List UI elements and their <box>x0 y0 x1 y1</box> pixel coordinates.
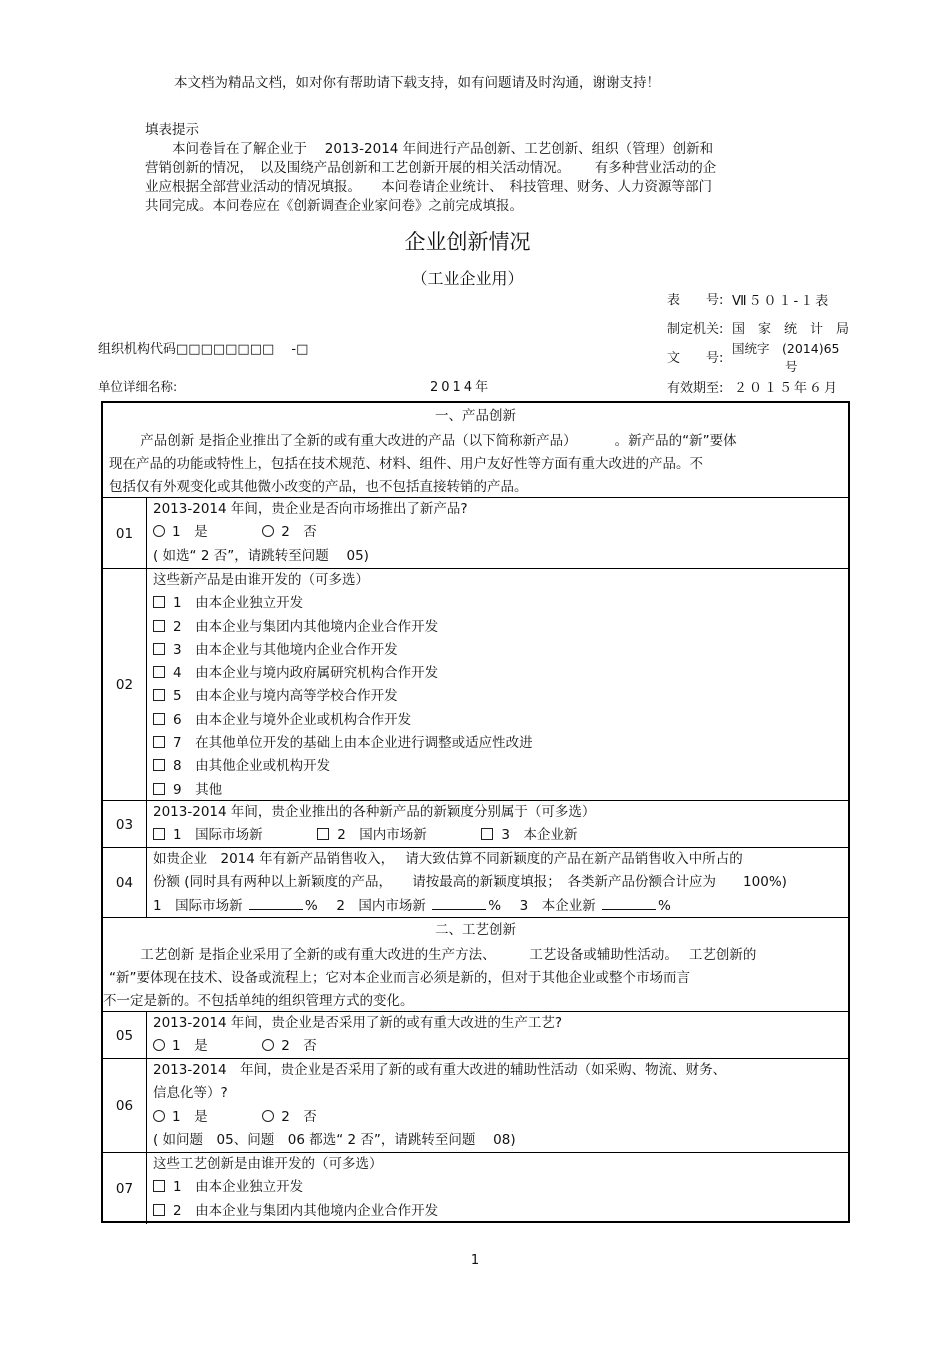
checkbox-option[interactable]: 1 国际市场新 <box>153 824 263 847</box>
question-number: 05 <box>103 1012 147 1059</box>
radio-circle-icon <box>262 1110 274 1122</box>
checkbox-icon <box>153 1180 165 1192</box>
intro-line: 本问卷旨在了解企业于 2013-2014 年间进行产品创新、工艺创新、组织（管理）创新和 <box>145 141 714 157</box>
checkbox-icon <box>153 759 165 771</box>
section-product-innovation-heading: 一、产品创新 <box>435 408 516 424</box>
section-definition-line: 不一定是新的。不包括单纯的组织管理方式的变化。 <box>103 993 414 1009</box>
question-number: 02 <box>103 569 147 801</box>
question-text: 这些新产品是由谁开发的（可多选） <box>153 572 369 588</box>
radio-circle-icon <box>153 1110 165 1122</box>
question-number: 07 <box>103 1153 147 1224</box>
radio-option-no[interactable]: 2 否 <box>262 1035 317 1058</box>
skip-note: ( 如问题 05、问题 06 都选“ 2 否”，请跳转至问题 08) <box>153 1131 516 1148</box>
checkbox-option[interactable]: 2 由本企业与集团内其他境内企业合作开发 <box>153 616 842 639</box>
checkbox-option[interactable]: 1 由本企业独立开发 <box>153 1176 842 1199</box>
checkbox-icon <box>153 713 165 725</box>
radio-option-no[interactable]: 2 否 <box>262 521 317 544</box>
doc-number-suffix: 号 <box>785 359 798 374</box>
intro-line: 业应根据全部营业活动的情况填报。 本问卷请企业统计、 科技管理、财务、人力资源等部门 <box>145 179 712 195</box>
checkbox-option[interactable]: 5 由本企业与境内高等学校合作开发 <box>153 685 842 708</box>
question-row-02 <box>103 568 848 801</box>
question-text: 2013-2014 年间，贵企业推出的各种新产品的新颖度分别属于（可多选） <box>153 804 596 820</box>
question-row-04: 04 如贵企业 2014 年有新产品销售收入， 请大致估算不同新颖度的产品在新产品销售收入中所占的 份额 (同时具有两种以上新颖度的产品， 请按最高的新颖度填报； 各类新产品份额合计应为 100%) 1 国际市场新 % 2 国内市场新 % 3 本企业新 % <box>103 847 848 918</box>
checkbox-option[interactable]: 9 其他 <box>153 779 842 802</box>
share-input[interactable] <box>602 897 656 910</box>
checkbox-icon <box>153 596 165 608</box>
checkbox-icon <box>153 643 165 655</box>
question-number: 03 <box>103 801 147 848</box>
section-definition-line: 现在产品的功能或特性上，包括在技术规范、材料、组件、用户友好性等方面有重大改进的产品。不 <box>109 456 703 472</box>
radio-circle-icon <box>262 1039 274 1051</box>
valid-until-label: 有效期至: <box>667 381 724 396</box>
share-input[interactable] <box>249 897 303 910</box>
question-text: 信息化等）? <box>153 1085 228 1102</box>
question-text: 份额 (同时具有两种以上新颖度的产品， 请按最高的新颖度填报； 各类新产品份额合计应为 100%) <box>153 874 787 891</box>
question-row-06 <box>103 1058 848 1153</box>
question-text: 这些工艺创新是由谁开发的（可多选） <box>153 1156 383 1172</box>
share-label: 1 国际市场新 <box>153 897 243 914</box>
question-row-01 <box>103 497 848 569</box>
checkbox-option[interactable]: 8 由其他企业或机构开发 <box>153 755 842 778</box>
checkbox-icon <box>153 783 165 795</box>
question-row-07 <box>103 1152 848 1224</box>
question-row-03 <box>103 800 848 848</box>
org-code-field[interactable]: 组织机构代码□□□□□□□□ -□ <box>98 342 309 357</box>
table-no-value: Ⅶ５０１-１表 <box>732 294 831 309</box>
question-number: 01 <box>103 498 147 569</box>
document-subtitle: （工业企业用） <box>411 269 524 288</box>
tips-heading: 填表提示 <box>145 122 199 138</box>
radio-circle-icon <box>153 525 165 537</box>
question-text: 2013-2014 年间，贵企业是否向市场推出了新产品? <box>153 501 468 517</box>
share-label: 2 国内市场新 <box>336 897 426 914</box>
section-definition-line: 工艺创新 是指企业采用了全新的或有重大改进的生产方法、 工艺设备或辅助性活动。 工艺创新的 <box>109 947 757 963</box>
checkbox-option[interactable]: 2 国内市场新 <box>317 824 427 847</box>
checkbox-icon <box>153 620 165 632</box>
banner-text: 本文档为精品文档，如对你有帮助请下载支持，如有问题请及时沟通，谢谢支持！ <box>174 75 660 91</box>
question-text: 如贵企业 2014 年有新产品销售收入， 请大致估算不同新颖度的产品在新产品销售收入中所占的 <box>153 851 743 867</box>
report-year: 2014年 <box>430 380 492 395</box>
agency-label: 制定机关: <box>667 322 724 337</box>
question-text: 2013-2014 年间，贵企业是否采用了新的或有重大改进的生产工艺? <box>153 1015 563 1031</box>
question-row-05 <box>103 1011 848 1059</box>
checkbox-option[interactable]: 3 本企业新 <box>481 824 577 847</box>
checkbox-option[interactable]: 1 由本企业独立开发 <box>153 592 842 615</box>
radio-circle-icon <box>153 1039 165 1051</box>
agency-value: 国 家 统 计 局 <box>732 322 850 337</box>
checkbox-icon <box>153 736 165 748</box>
checkbox-option[interactable]: 6 由本企业与境外企业或机构合作开发 <box>153 709 842 732</box>
section-definition-line: 包括仅有外观变化或其他微小改变的产品，也不包括直接转销的产品。 <box>109 479 528 495</box>
checkbox-icon <box>153 828 165 840</box>
radio-option-no[interactable]: 2 否 <box>262 1106 317 1129</box>
share-label: 3 本企业新 <box>519 897 596 914</box>
checkbox-icon <box>153 666 165 678</box>
doc-number-label: 文 号: <box>667 351 724 366</box>
intro-line: 营销创新的情况， 以及围绕产品创新和工艺创新开展的相关活动情况。 有多种营业活动的企 <box>145 160 717 176</box>
question-number: 06 <box>103 1059 147 1153</box>
page-number: 1 <box>470 1253 480 1268</box>
question-text: 2013-2014 年间，贵企业是否采用了新的或有重大改进的辅助性活动（如采购、物流、财务、 <box>153 1062 727 1078</box>
checkbox-option[interactable]: 7 在其他单位开发的基础上由本企业进行调整或适应性改进 <box>153 732 842 755</box>
checkbox-icon <box>317 828 329 840</box>
table-no-label: 表 号: <box>667 293 724 308</box>
section-process-innovation <box>103 917 848 1012</box>
document-title: 企业创新情况 <box>404 230 531 254</box>
checkbox-option[interactable]: 3 由本企业与其他境内企业合作开发 <box>153 639 842 662</box>
radio-option-yes[interactable]: 1 是 <box>153 1106 208 1129</box>
doc-number-value: 国统字 (2014)65 <box>732 341 840 356</box>
question-number: 04 <box>103 848 147 918</box>
section-definition-line: “新”要体现在技术、设备或流程上；它对本企业而言必须是新的，但对于其他企业或整个市场而言 <box>109 970 690 986</box>
checkbox-option[interactable]: 4 由本企业与境内政府属研究机构合作开发 <box>153 662 842 685</box>
checkbox-icon <box>481 828 493 840</box>
skip-note: ( 如选“ 2 否”，请跳转至问题 05) <box>153 547 369 564</box>
questionnaire-table <box>101 401 850 1223</box>
unit-name-label: 单位详细名称: <box>98 379 178 394</box>
checkbox-option[interactable]: 2 由本企业与集团内其他境内企业合作开发 <box>153 1200 842 1223</box>
intro-line: 共同完成。本问卷应在《创新调查企业家问卷》之前完成填报。 <box>145 198 523 214</box>
radio-circle-icon <box>262 525 274 537</box>
section-process-innovation-heading: 二、工艺创新 <box>435 922 516 938</box>
share-input[interactable] <box>432 897 486 910</box>
section-definition-line: 产品创新 是指企业推出了全新的或有重大改进的产品（以下简称新产品） 。新产品的“新”要体 <box>109 433 737 449</box>
radio-option-yes[interactable]: 1 是 <box>153 521 208 544</box>
valid-until-value: ２０１５年６月 <box>734 381 840 396</box>
checkbox-icon <box>153 689 165 701</box>
radio-option-yes[interactable]: 1 是 <box>153 1035 208 1058</box>
checkbox-icon <box>153 1204 165 1216</box>
